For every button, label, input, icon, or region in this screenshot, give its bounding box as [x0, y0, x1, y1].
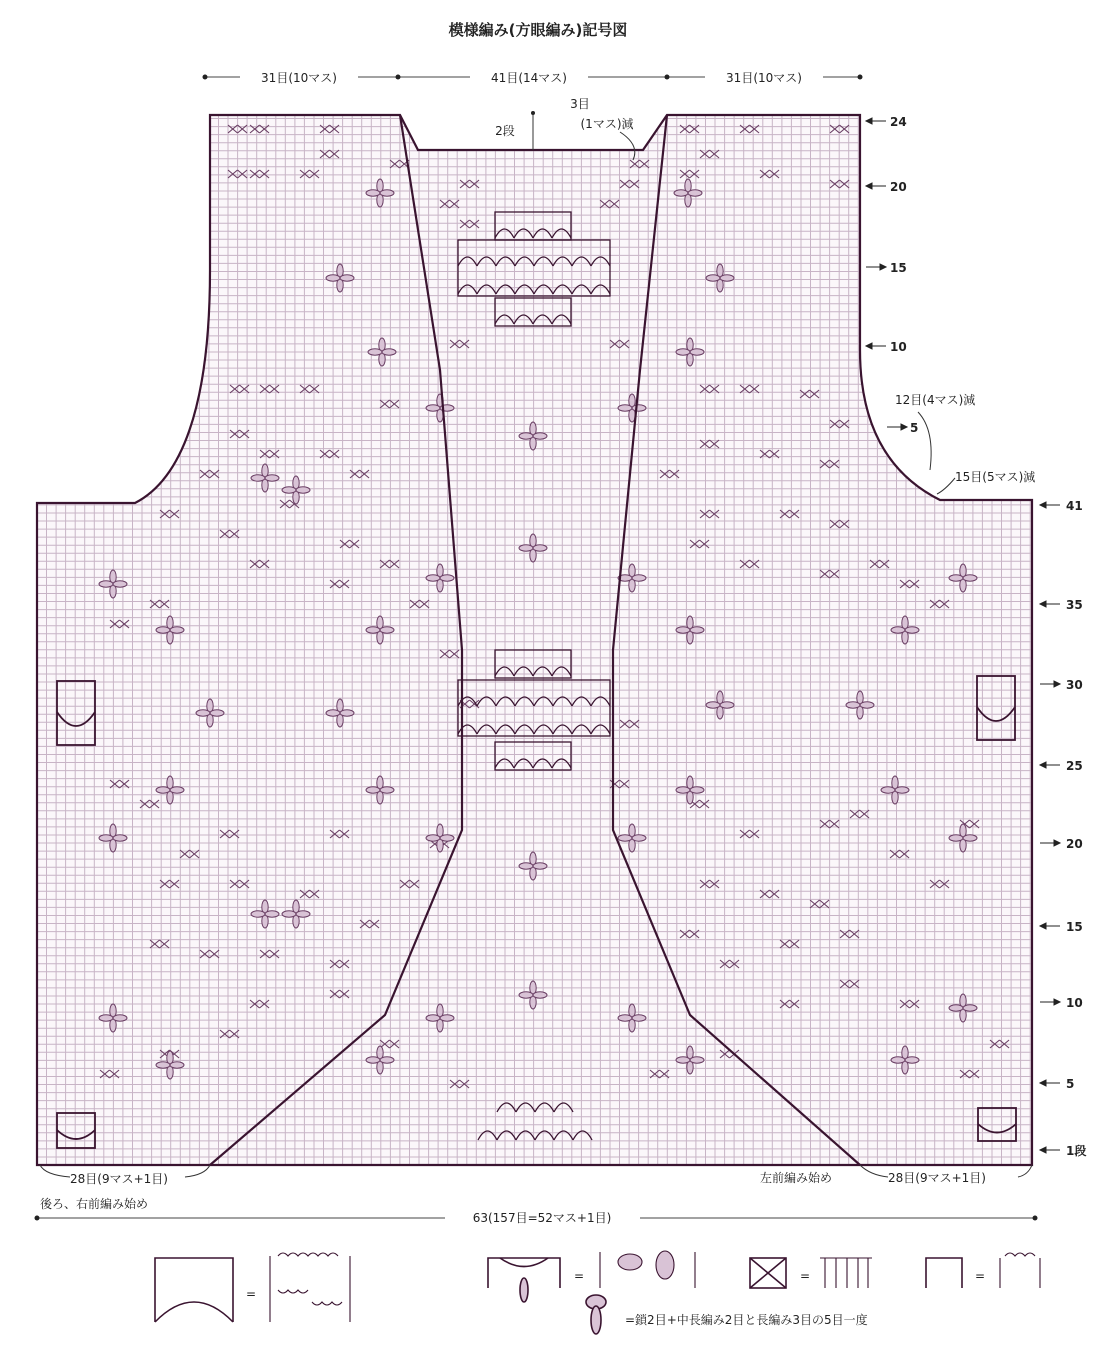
dim-left-label: 31目(10マス) [261, 71, 337, 85]
row-label-20: 20 [1066, 837, 1083, 851]
row-label-25: 25 [1066, 759, 1083, 773]
row-label-15-upper: 15 [890, 261, 907, 275]
crochet-stitch-icon-3 [820, 1258, 872, 1288]
row-label-41: 41 [1066, 499, 1083, 513]
crochet-stitch-icon-2 [600, 1251, 695, 1288]
row-label-15: 15 [1066, 920, 1083, 934]
dim-right-label: 31目(10マス) [726, 71, 802, 85]
row-label-5-upper: 5 [910, 421, 919, 435]
row-label-20-upper: 20 [890, 180, 907, 194]
row-label-10: 10 [1066, 996, 1083, 1010]
legend-eq-3: = [800, 1269, 811, 1283]
row-label-30: 30 [1066, 678, 1083, 692]
left-bottom-count: 28目(9マス+1目) [70, 1172, 168, 1186]
decrease-15-label: 15目(5マス)減 [955, 470, 1036, 484]
row-label-35: 35 [1066, 598, 1083, 612]
dim-center-label: 41目(14マス) [491, 71, 567, 85]
right-bottom-count: 28目(9マス+1目) [888, 1171, 986, 1185]
legend-eq-1: = [246, 1287, 257, 1301]
lace-arch-icon [155, 1258, 233, 1322]
row2-marker [531, 111, 535, 150]
left-front-start-label: 左前編み始め [760, 1171, 833, 1185]
row2-label: 2段 [495, 124, 515, 138]
legend-note: =鎖2目+中長編み2目と長編み3目の5目一度 [625, 1313, 868, 1327]
row-label-10-upper: 10 [890, 340, 907, 354]
row-label-1: 1段 [1066, 1144, 1087, 1158]
leaf-arch-icon [488, 1258, 560, 1302]
crochet-stitch-icon [270, 1253, 350, 1322]
cross-square-icon [750, 1258, 786, 1288]
chart-title: 模様編み(方眼編み)記号図 [448, 21, 628, 39]
open-square-icon [926, 1258, 962, 1288]
decrease-12-label: 12目(4マス)減 [895, 393, 976, 407]
back-start-label: 後ろ、右前編み始め [40, 1197, 149, 1211]
decrease-3-sub-label: (1マス)減 [580, 117, 634, 131]
total-width-label: 63(157目=52マス+1目) [472, 1211, 612, 1225]
row-label-5: 5 [1066, 1077, 1075, 1091]
legend-eq-4: = [975, 1269, 986, 1283]
crochet-stitch-icon-4 [1000, 1253, 1040, 1288]
leaf-cluster-icon [586, 1295, 606, 1334]
legend [155, 1251, 1040, 1334]
decrease-3-label: 3目 [570, 97, 590, 111]
row-label-24: 24 [890, 115, 907, 129]
legend-eq-2: = [574, 1269, 585, 1283]
